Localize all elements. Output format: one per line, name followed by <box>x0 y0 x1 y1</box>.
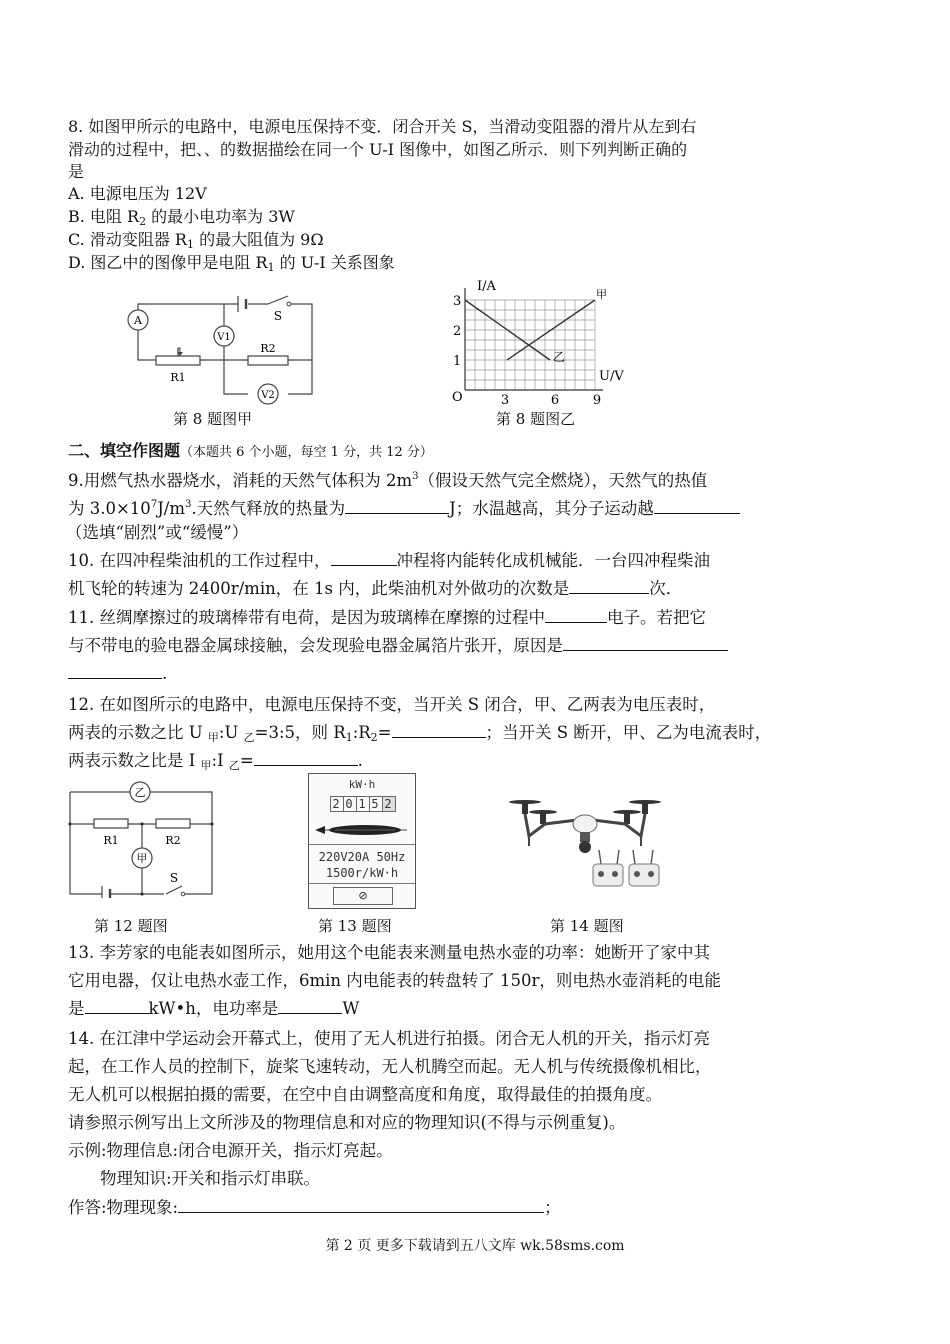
q8-option-b-sub: 2 <box>139 215 147 228</box>
q8-option-d-text2: 的 U-I 关系图象 <box>274 253 395 272</box>
q9-line2 <box>68 493 740 521</box>
q12-sub-jia: 甲 <box>207 731 219 744</box>
q13-text3: W <box>342 999 360 1018</box>
r2-label: R2 <box>260 342 276 355</box>
q11-answer-blank-1[interactable] <box>545 606 607 623</box>
q11-text: 11. 丝绸摩擦过的玻璃棒带有电荷，是因为玻璃棒在摩擦的过程中 <box>68 608 545 627</box>
y-tick-3: 3 <box>453 294 462 309</box>
q11-answer-blank-3[interactable] <box>68 662 162 679</box>
q8-ui-graph <box>445 278 645 408</box>
graph-origin: O <box>452 390 463 405</box>
q12-line2 <box>68 721 771 750</box>
q14-text2: ； <box>544 1198 561 1217</box>
q8-option-c-text: C. 滑动变阻器 R <box>68 230 187 249</box>
x-tick-9: 9 <box>592 393 602 408</box>
q14-line2: 起，在工作人员的控制下，旋桨飞速转动，无人机腾空而起。无人机与传统摄像机相比， <box>68 1057 712 1076</box>
q9-answer-blank-1[interactable] <box>345 497 449 514</box>
q12-text6: ；当开关 S 断开，甲、乙为电流表时， <box>485 723 772 742</box>
voltmeter-v2-label: V2 <box>261 390 275 401</box>
q12-sub-2: 2 <box>370 731 378 744</box>
meter-digit: 0 <box>343 796 357 812</box>
meter-spec-voltage: 220V20A 50Hz <box>318 850 406 864</box>
q8-line3: 是 <box>68 162 85 181</box>
meter-unit: kW·h <box>348 778 376 791</box>
q12-resistor-r1 <box>94 819 128 828</box>
meter-reset-icon: ⊘ <box>333 887 393 905</box>
q8-option-d-text: D. 图乙中的图像甲是电阻 R <box>68 253 268 272</box>
voltmeter-v1-label: V1 <box>217 332 231 343</box>
q13-line2: 它用电器，仅让电热水壶工作，6min 内电能表的转盘转了 150r，则电热水壶消耗的电能 <box>68 971 721 990</box>
q14-line4: 请参照示例写出上文所涉及的物理信息和对应的物理知识(不得与示例重复)。 <box>68 1113 626 1132</box>
q12-caption: 第 12 题图 <box>94 917 168 935</box>
q10-line2 <box>68 577 682 601</box>
drone-illustration <box>505 788 665 898</box>
q12-sub-1: 1 <box>345 731 353 744</box>
q12-text3: =3:5，则 R <box>254 723 346 742</box>
q10-text4: 次． <box>649 579 683 598</box>
meter-spec-revolutions: 1500r/kW·h <box>325 866 399 880</box>
electricity-meter <box>308 773 416 909</box>
q12-sub-yi2: 乙 <box>228 759 240 772</box>
q14-answer-line <box>68 1196 561 1220</box>
graph-y-label: I/A <box>477 279 496 294</box>
q12-switch-label: S <box>169 871 179 885</box>
q11-text2: 电子。若把它 <box>607 608 706 627</box>
switch-label: S <box>273 309 283 323</box>
q9-line3: （选填“剧烈”或“缓慢”） <box>66 523 249 542</box>
q12-text10: . <box>357 751 363 770</box>
q12-text9: = <box>239 751 254 770</box>
q10-text: 10. 在四冲程柴油机的工作过程中， <box>68 551 331 570</box>
meter-digits <box>309 796 415 812</box>
q9-text: 9.用燃气热水器烧水，消耗的天然气体积为 2m <box>68 471 413 490</box>
q12-text5: = <box>377 723 392 742</box>
q10-answer-blank-1[interactable] <box>331 549 397 566</box>
q10-text3: 机飞轮的转速为 2400r/min，在 1s 内，此柴油机对外做功的次数是 <box>68 579 570 598</box>
meter-digit: 5 <box>369 796 383 812</box>
q12-line1: 12. 在如图所示的电路中，电源电压保持不变，当开关 S 闭合，甲、乙两表为电压表时， <box>68 695 716 714</box>
q14-line1: 14. 在江津中学运动会开幕式上，使用了无人机进行拍摄。闭合无人机的开关，指示灯亮 <box>68 1029 710 1048</box>
q13-line3 <box>68 997 359 1021</box>
meter-jia-label: 甲 <box>136 852 148 865</box>
q13-answer-blank-2[interactable] <box>278 997 342 1014</box>
resistor-r2 <box>248 356 288 365</box>
q8-option-c-text2: 的最大阻值为 9Ω <box>193 230 324 249</box>
q12-r1-label: R1 <box>103 834 119 847</box>
meter-digit: 1 <box>356 796 370 812</box>
q9-text6: J；水温越高，其分子运动越 <box>449 499 654 518</box>
q12-r2-label: R2 <box>165 834 181 847</box>
meter-digit-decimal: 2 <box>382 796 396 812</box>
q13-caption: 第 13 题图 <box>318 917 392 935</box>
q12-text: 两表的示数之比 U <box>68 723 208 742</box>
meter-disk <box>315 820 409 840</box>
q12-answer-blank-2[interactable] <box>254 749 358 766</box>
q9-text5: .天然气释放的热量为 <box>191 499 346 518</box>
q13-text: 是 <box>68 999 85 1018</box>
q12-text4: :R <box>352 723 371 742</box>
q10-answer-blank-2[interactable] <box>569 577 649 594</box>
label-jia: 甲 <box>596 288 607 301</box>
q14-line3: 无人机可以根据拍摄的需要，在空中自由调整高度和角度，取得最佳的拍摄角度。 <box>68 1085 662 1104</box>
q11-line2 <box>68 634 728 658</box>
page-footer: 第 2 页 更多下载请到五八文库 wk.58sms.com <box>325 1238 625 1254</box>
q11-answer-blank-2[interactable] <box>563 634 728 651</box>
q9-text4: J/m <box>157 499 186 518</box>
meter-yi-label: 乙 <box>134 786 146 799</box>
y-tick-2: 2 <box>453 324 462 339</box>
q9-sup3: 3 <box>185 499 192 510</box>
q8-option-d-sub: 1 <box>267 261 275 274</box>
q9-text3: 为 3.0×10 <box>68 499 151 518</box>
q12-sub-yi: 乙 <box>243 731 255 744</box>
graph-x-label: U/V <box>599 369 624 384</box>
section-note: （本题共 6 个小题，每空 1 分，共 12 分） <box>180 445 433 460</box>
q8-line1: 8. 如图甲所示的电路中，电源电压保持不变．闭合开关 S，当滑动变阻器的滑片从左到右 <box>68 117 697 136</box>
q13-text2: kW•h，电功率是 <box>148 999 279 1018</box>
q11-text3: 与不带电的验电器金属球接触，会发现验电器金属箔片张开，原因是 <box>68 636 563 655</box>
q14-answer-blank[interactable] <box>178 1196 544 1213</box>
q13-line1: 13. 李芳家的电能表如图所示，她用这个电能表来测量电热水壶的功率：她断开了家中其 <box>68 943 710 962</box>
ammeter-label: A <box>134 314 142 327</box>
rheostat-r1 <box>156 356 200 365</box>
q9-sup: 3 <box>412 471 419 482</box>
q8-option-b-text2: 的最小电功率为 3W <box>146 207 295 226</box>
q9-text2: （假设天然气完全燃烧），天然气的热值 <box>418 471 708 490</box>
y-tick-1: 1 <box>453 354 462 369</box>
x-tick-6: 6 <box>550 393 560 408</box>
q8-option-d <box>68 252 395 279</box>
q8-circuit-diagram <box>118 290 318 405</box>
q12-resistor-r2 <box>156 819 190 828</box>
r1-label: R1 <box>170 371 186 384</box>
q8-line2: 滑动的过程中，把、、的数据描绘在同一个 U-I 图像中，如图乙所示．则下列判断正确的 <box>68 140 688 159</box>
q8-option-a: A. 电源电压为 12V <box>68 184 207 203</box>
q12-text2: :U <box>218 723 244 742</box>
q14-example-knowledge: 物理知识:开关和指示灯串联。 <box>100 1169 321 1188</box>
q13-answer-blank-1[interactable] <box>85 997 149 1014</box>
q8-option-c-sub: 1 <box>186 238 194 251</box>
q14-caption: 第 14 题图 <box>550 917 624 935</box>
section-heading <box>68 438 433 461</box>
q12-text8: :I <box>211 751 229 770</box>
q9-line1 <box>68 465 707 493</box>
q12-circuit-diagram <box>66 778 216 898</box>
q8-caption-a: 第 8 题图甲 <box>173 410 253 428</box>
q8-caption-b: 第 8 题图乙 <box>496 410 576 428</box>
q10-text2: 冲程将内能转化成机械能．一台四冲程柴油 <box>396 551 710 570</box>
q9-answer-blank-2[interactable] <box>654 497 740 514</box>
q11-text4: . <box>162 664 168 683</box>
meter-digit: 2 <box>330 796 344 812</box>
q11-line1 <box>68 606 706 630</box>
label-yi: 乙 <box>553 350 566 364</box>
x-tick-3: 3 <box>500 393 510 408</box>
q14-example-info: 示例:物理信息:闭合电源开关，指示灯亮起。 <box>68 1141 393 1160</box>
q12-text7: 两表示数之比是 I <box>68 751 201 770</box>
q8-option-b-text: B. 电阻 R <box>68 207 140 226</box>
q14-text: 作答:物理现象: <box>68 1198 179 1217</box>
section-title: 二、填空作图题 <box>68 441 181 460</box>
q9-sup2: 7 <box>150 499 158 510</box>
q12-sub-jia2: 甲 <box>200 759 212 772</box>
q12-answer-blank-1[interactable] <box>392 721 486 738</box>
q10-line1 <box>68 549 710 573</box>
q11-line3 <box>68 662 167 686</box>
